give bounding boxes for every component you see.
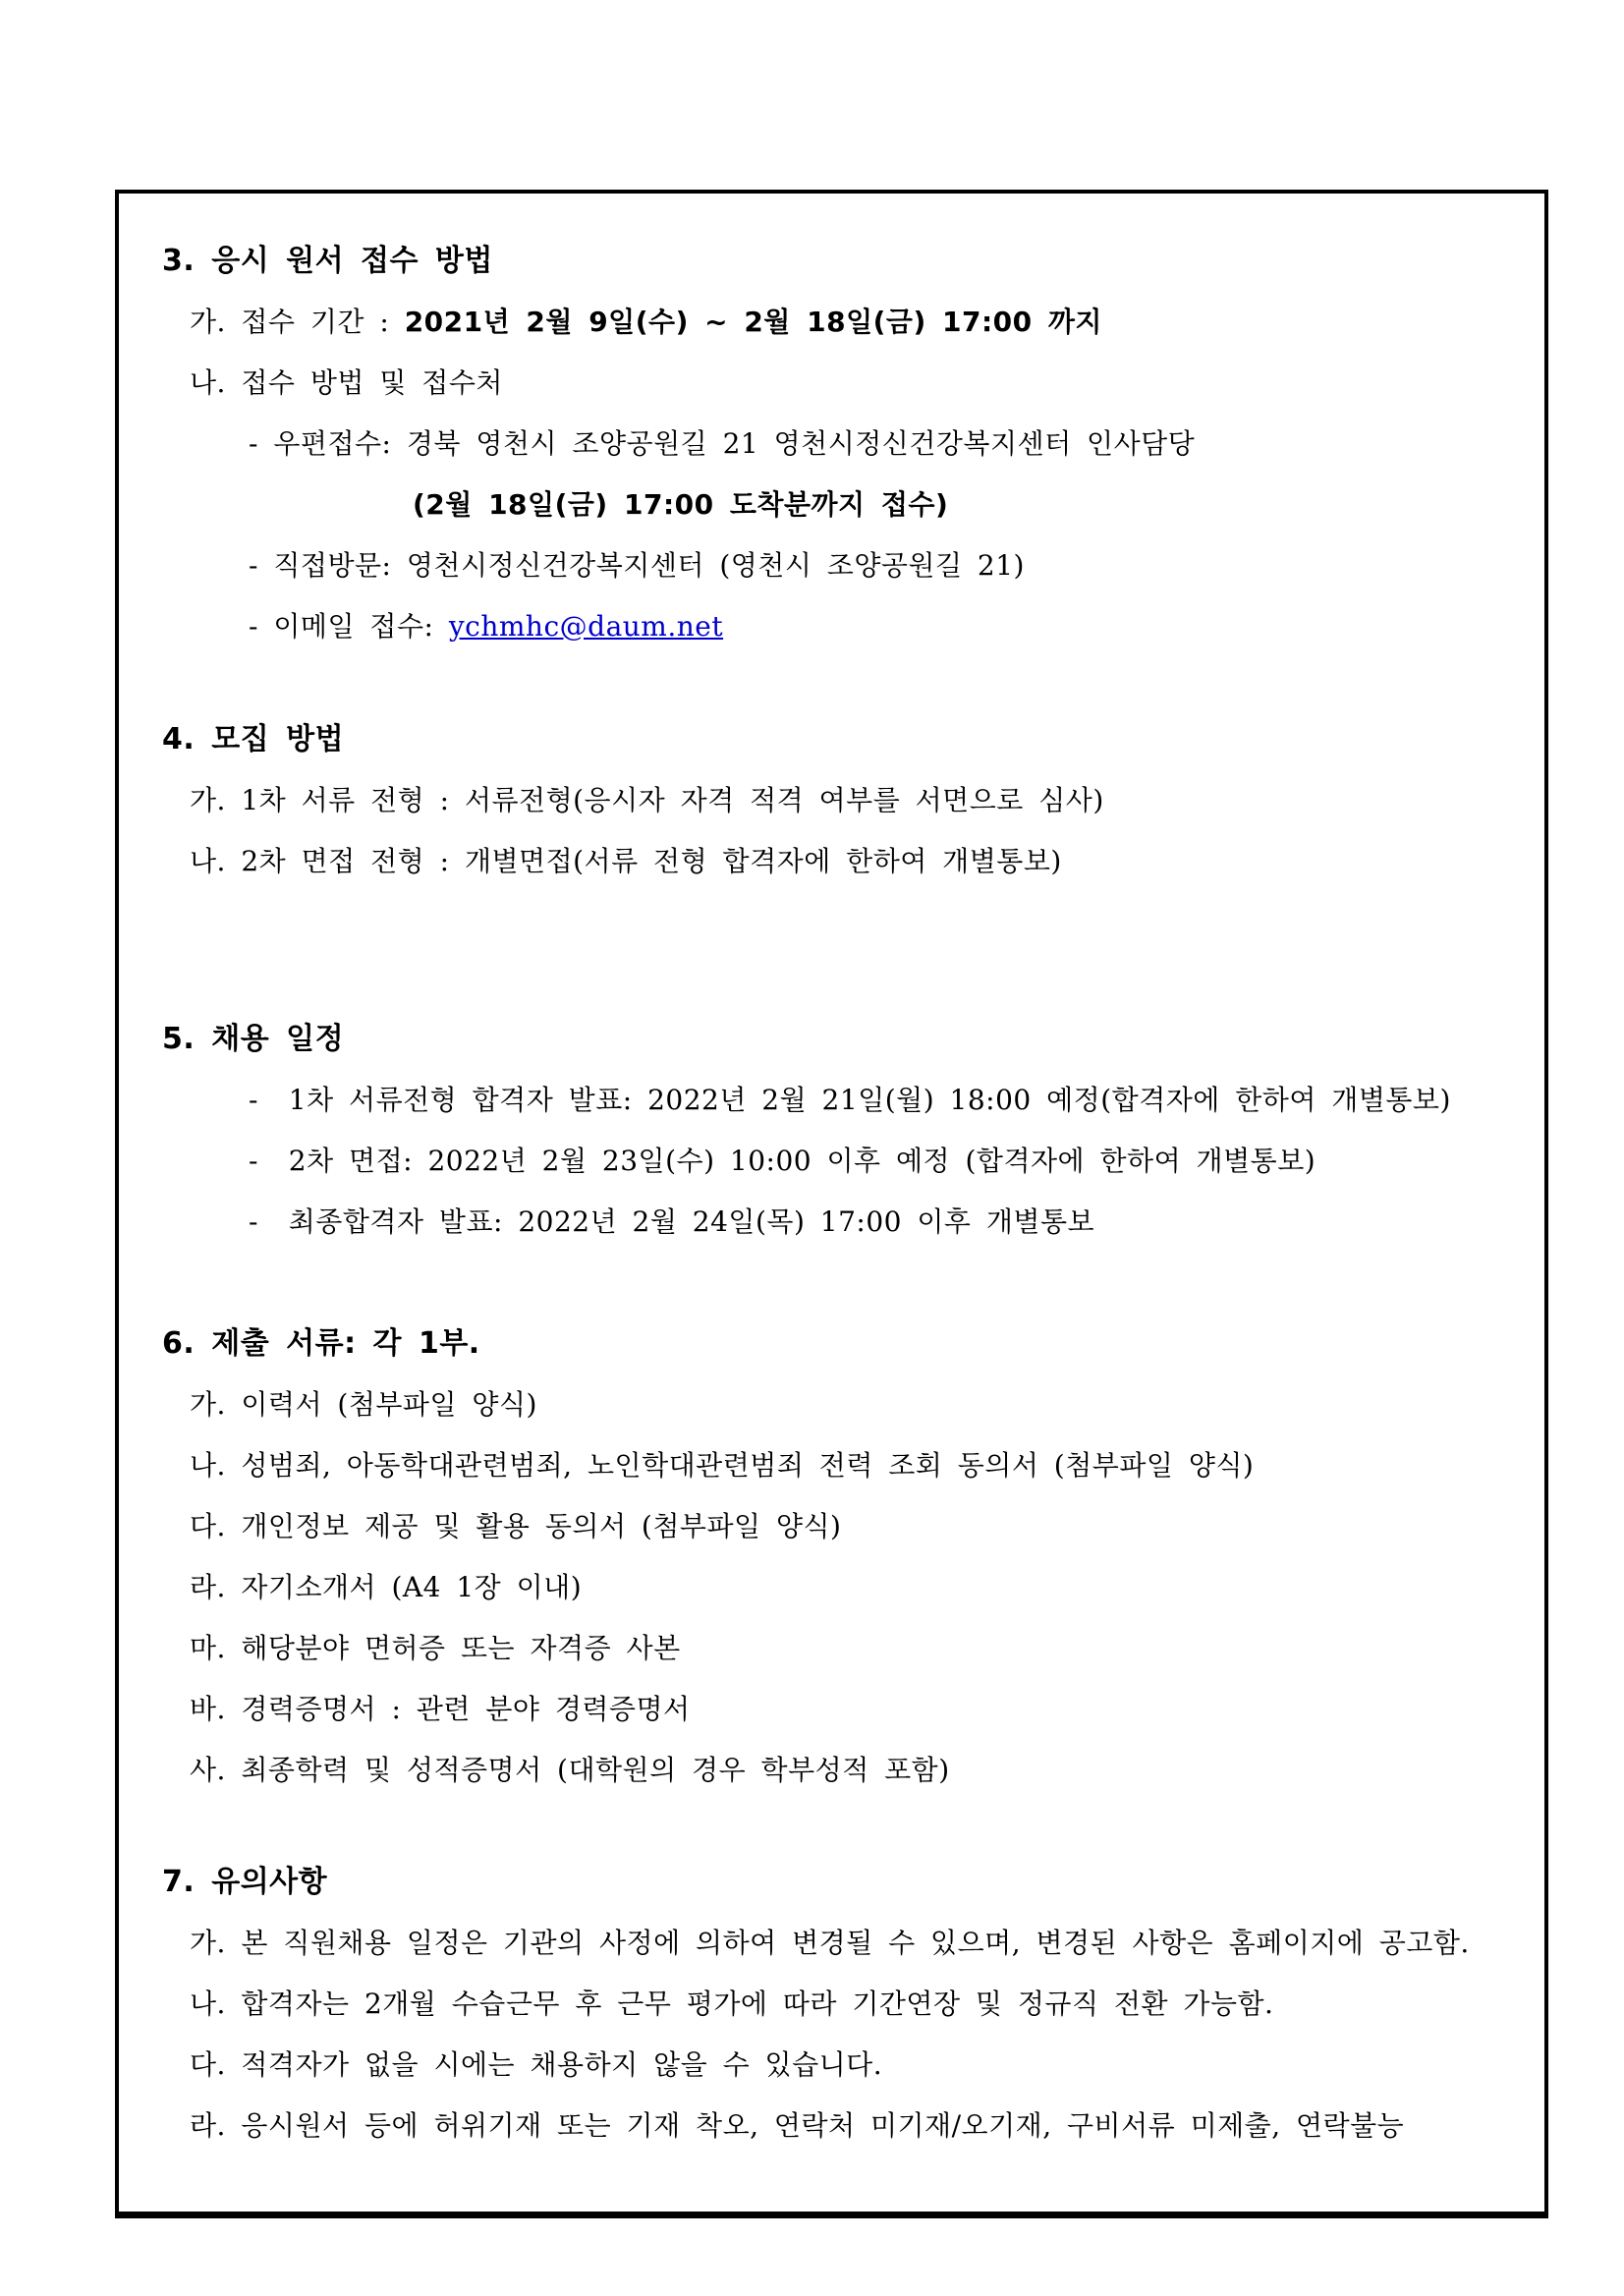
email-link[interactable]: ychmhc@daum.net <box>448 610 724 643</box>
section-4-heading: 4. 모집 방법 <box>162 722 345 756</box>
section-6-item-5: 마. 해당분야 면허증 또는 자격증 사본 <box>190 1632 681 1664</box>
section-5-item-3: - 최종합격자 발표: 2022년 2월 24일(목) 17:00 이후 개별통보 <box>249 1205 1095 1238</box>
section-3-visit-item: - 직접방문: 영천시정신건강복지센터 (영천시 조양공원길 21) <box>249 549 1025 582</box>
period-value: 2021년 2월 9일(수) ~ 2월 18일(금) 17:00 까지 <box>404 306 1102 338</box>
section-3-mail-deadline: (2월 18일(금) 17:00 도착분까지 접수) <box>413 488 949 521</box>
section-6-item-2: 나. 성범죄, 아동학대관련범죄, 노인학대관련범죄 전력 조회 동의서 (첨부파일 양식) <box>190 1449 1255 1482</box>
section-7-item-2: 나. 합격자는 2개월 수습근무 후 근무 평가에 따라 기간연장 및 정규직 전환 가능함. <box>190 1988 1274 2020</box>
section-3-mail-item: - 우편접수: 경북 영천시 조양공원길 21 영천시정신건강복지센터 인사담당 <box>249 427 1196 460</box>
section-5-item-2: - 2차 면접: 2022년 2월 23일(수) 10:00 이후 예정 (합격자에 한하여 개별통보) <box>249 1145 1316 1177</box>
section-6-item-7: 사. 최종학력 및 성적증명서 (대학원의 경우 학부성적 포함) <box>190 1754 950 1786</box>
section-7-item-4: 라. 응시원서 등에 허위기재 또는 기재 착오, 연락처 미기재/오기재, 구비서류 미제출, 연락불능 <box>190 2109 1405 2142</box>
section-7-heading: 7. 유의사항 <box>162 1865 328 1899</box>
section-6-item-1: 가. 이력서 (첨부파일 양식) <box>190 1388 537 1421</box>
section-6-item-4: 라. 자기소개서 (A4 1장 이내) <box>190 1571 583 1603</box>
section-3-heading: 3. 응시 원서 접수 방법 <box>162 244 493 278</box>
section-5-heading: 5. 채용 일정 <box>162 1022 345 1056</box>
section-6-item-3: 다. 개인정보 제공 및 활용 동의서 (첨부파일 양식) <box>190 1510 842 1542</box>
section-3-period-line <box>119 292 1544 353</box>
section-7-item-1: 가. 본 직원채용 일정은 기관의 사정에 의하여 변경될 수 있으며, 변경된 사항은 홈페이지에 공고함. <box>190 1927 1470 1959</box>
section-4-item-1: 가. 1차 서류 전형 : 서류전형(응시자 자격 적격 여부를 서면으로 심사) <box>190 784 1104 816</box>
section-6-heading: 6. 제출 서류: 각 1부. <box>162 1326 480 1361</box>
email-label: - 이메일 접수: <box>249 610 449 643</box>
document-border-box <box>115 190 1548 2218</box>
section-6-item-6: 바. 경력증명서 : 관련 분야 경력증명서 <box>190 1693 691 1725</box>
section-3-method-header: 나. 접수 방법 및 접수처 <box>190 366 503 399</box>
section-7-item-3: 다. 적격자가 없을 시에는 채용하지 않을 수 있습니다. <box>190 2048 883 2081</box>
section-4-item-2: 나. 2차 면접 전형 : 개별면접(서류 전형 합격자에 한하여 개별통보) <box>190 845 1062 877</box>
period-label: 가. 접수 기간 : <box>190 306 405 338</box>
section-5-item-1: - 1차 서류전형 합격자 발표: 2022년 2월 21일(월) 18:00 예정(합격자에 한하여 개별통보) <box>249 1084 1451 1116</box>
section-3-email-item <box>119 596 1544 657</box>
